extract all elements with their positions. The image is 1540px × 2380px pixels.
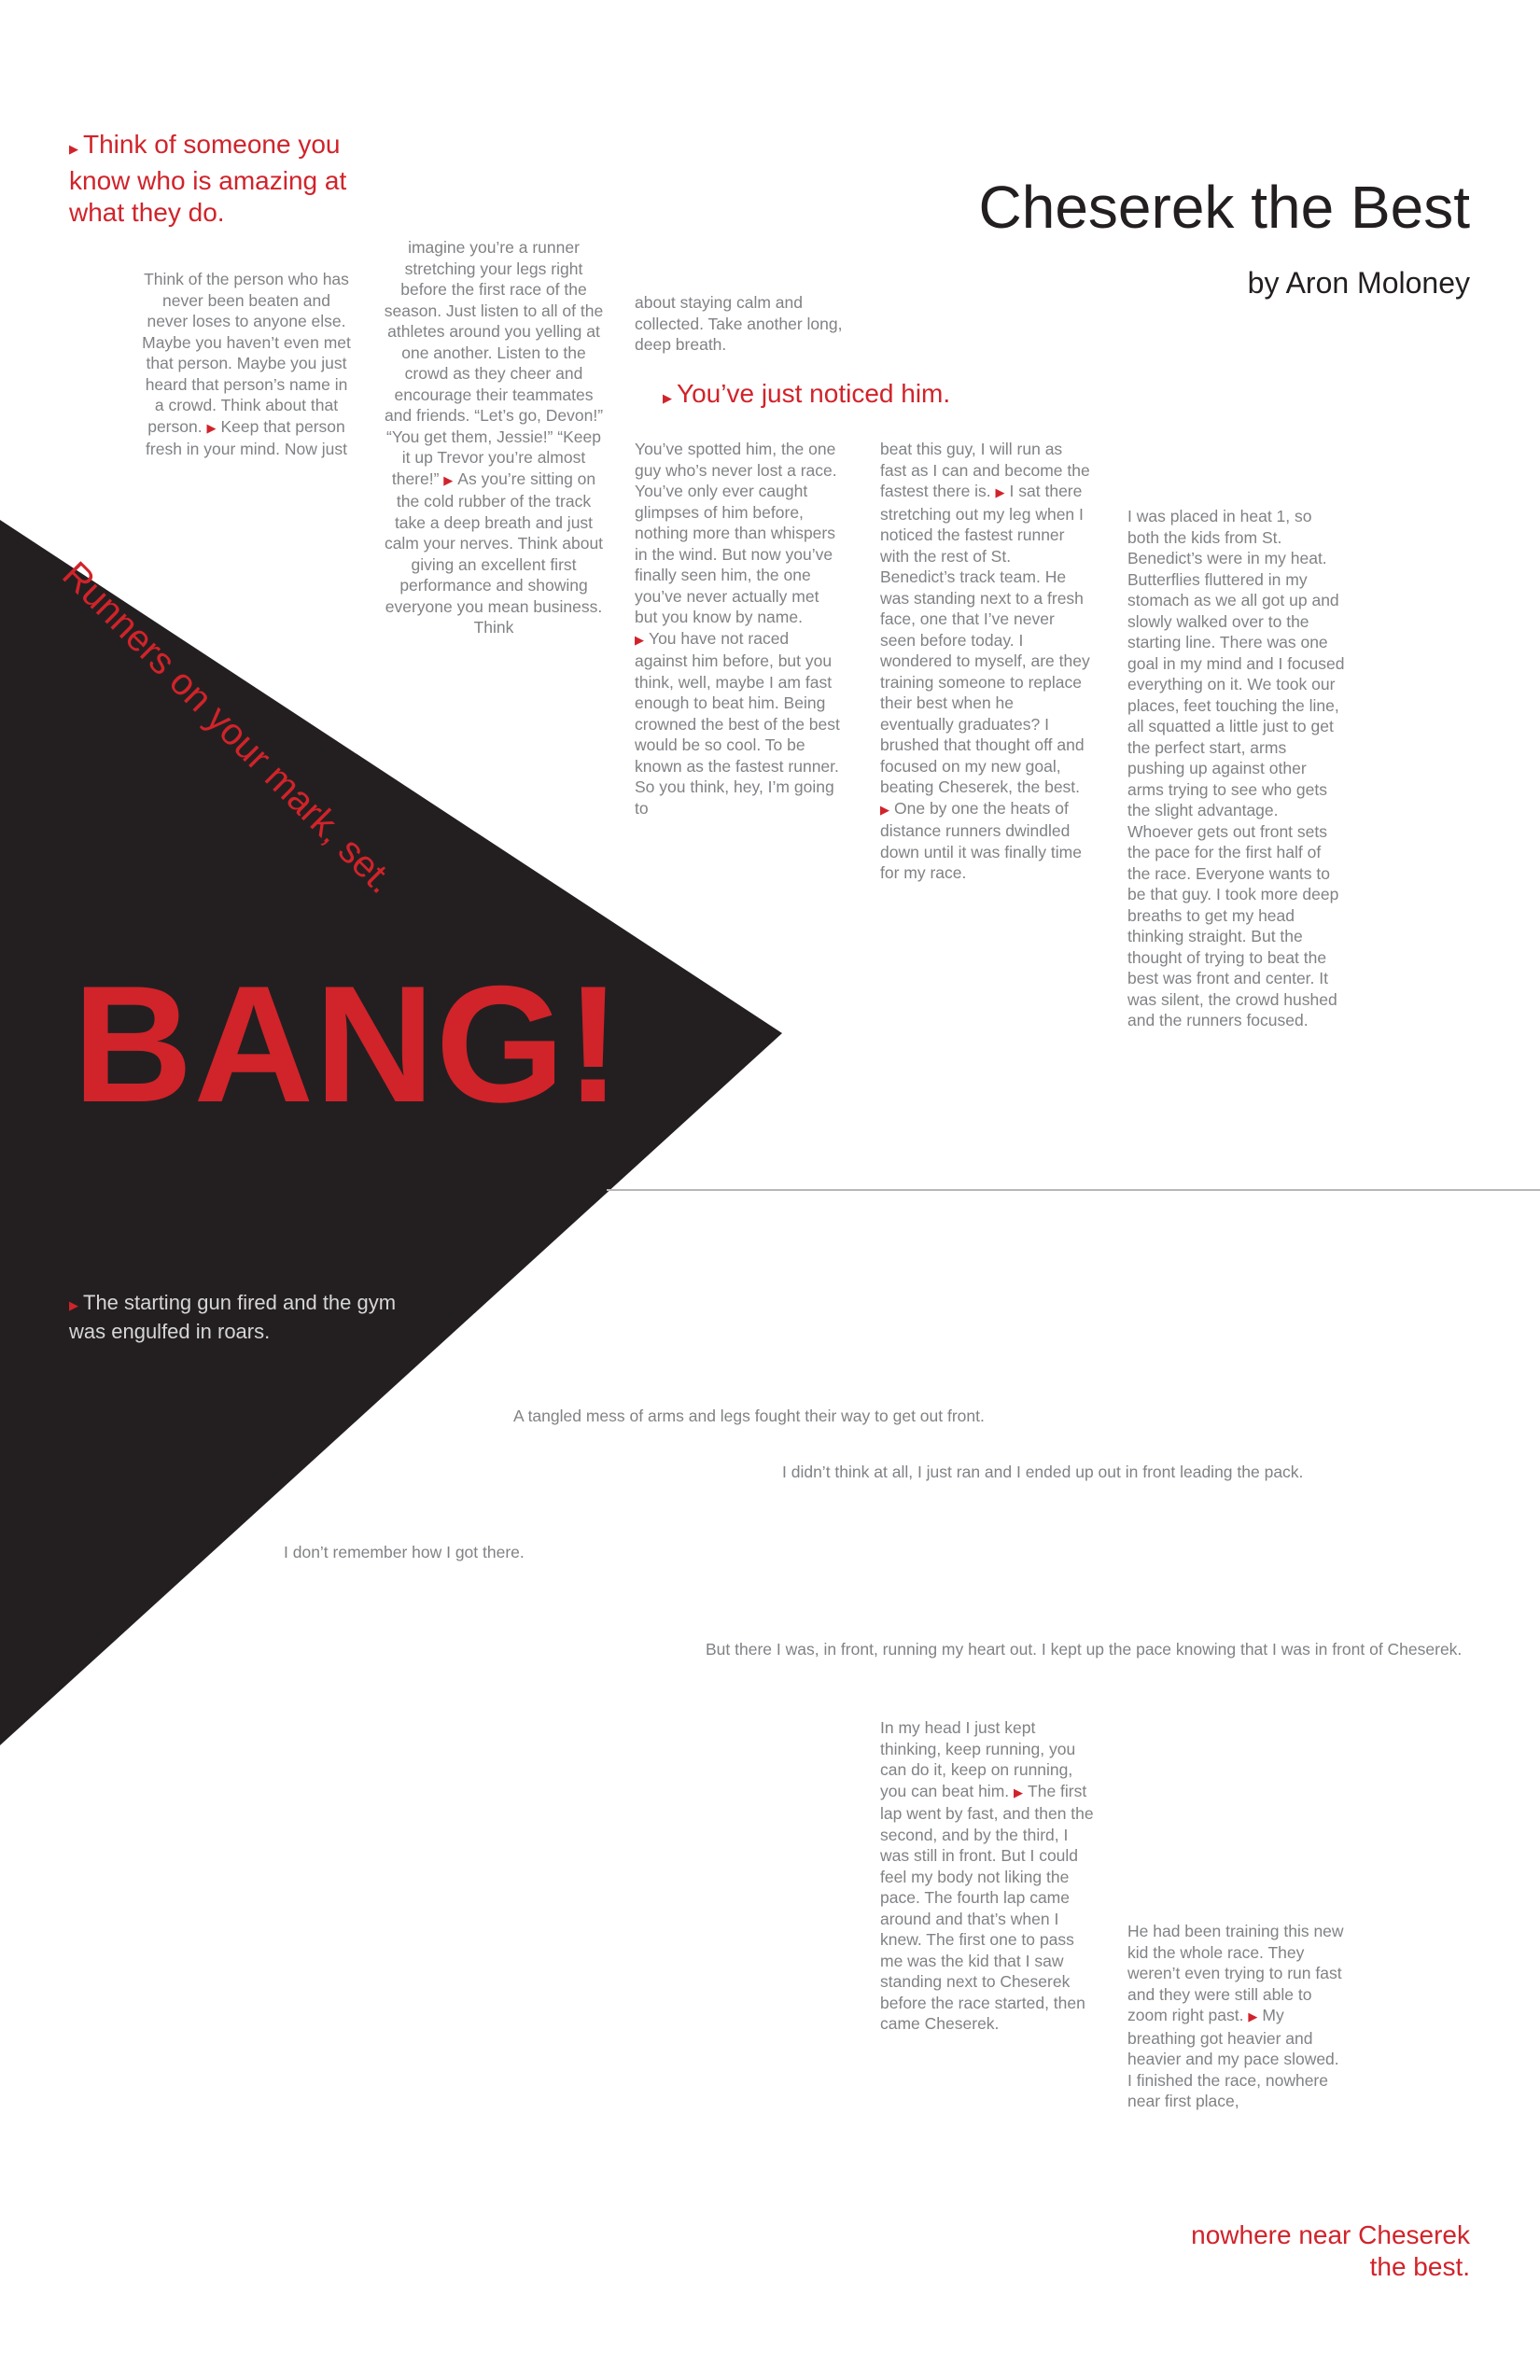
arrow-marker-icon: ▶ [1014,1785,1024,1799]
pull-quote-gun [69,1290,405,1345]
article-byline: by Aron Moloney [1247,266,1470,300]
pull-quote-gun-text: The starting gun fired and the gym was engulfed in roars. [69,1291,397,1343]
bottom-column-b [1127,1921,1347,2112]
arrow-marker-icon: ▶ [880,802,889,817]
column-5: I was placed in heat 1, so both the kids from St. Benedict’s were in my heat. Butterflies fluttered in my stomach as we all got up and slowly walked over to the starting line. There was one goal in my mind and I focused everything on it. We took our places, feet touching the line, all squatted a little just to get the perfect start, arms pushing up against other arms trying to see who gets the slight advantage. Whoever gets out front sets the pace for the first half of the race. Everyone wants to be that guy. I took more deep breaths to get my head thinking straight. But the thought of trying to beat the best was front and center. It was silent, the crowd hushed and the runners focused. [1127,507,1345,1029]
arrow-marker-icon: ▶ [635,632,644,647]
arrow-marker-icon: ▶ [663,391,672,405]
bottom-column-a [880,1717,1099,2035]
pull-quote-noticed-text: You’ve just noticed him. [677,379,951,408]
arrow-marker-icon: ▶ [1248,2009,1258,2023]
story-line-2: I didn’t think at all, I just ran and I ended up out in front leading the pack. [782,1463,1304,1481]
column-3-text-a: You’ve spotted him, the one guy who’s never lost a race. You’ve only ever caught glimpses of him before, nothing more than whispers in the wind. But now you’ve finally seen him, the one you’ve never actually met but you know by name. [635,440,837,626]
bottom-column-b-text-a: He had been training this new kid the whole race. They weren’t even trying to run fast and they were still able to zoom right past. [1127,1922,1344,2024]
column-1 [140,269,353,460]
column-2 [382,237,606,638]
column-3 [635,439,845,819]
column-1-text-b: Keep that person fresh in your mind. Now just [146,416,347,458]
bottom-column-a-text-b: The first lap went by fast, and then the second, and by the third, I was still in front. But I could feel my body not liking the pace. The fourth lap came around and that’s when I knew. The first one to pass me was the kid that I saw standing next to Cheserek before the race started, then came Cheserek. [880,1781,1094,2033]
column-3-text-b: You have not raced against him before, but you think, well, maybe I am fast enough to beat him. Being crowned the best of the best would be so cool. To be known as the fastest runner. So you think, hey, I’m going to [635,628,840,818]
pull-quote-intro [69,129,386,229]
column-4 [880,439,1090,884]
story-line-1: A tangled mess of arms and legs fought their way to get out front. [513,1407,985,1425]
arrow-marker-icon: ▶ [69,142,78,156]
bang-headline: BANG! [73,951,623,1137]
article-title: Cheserek the Best [978,174,1470,241]
column-2-text-b: As you’re sitting on the cold rubber of the track take a deep breath and just calm your nerves. Think about giving an excellent first performance and showing everyone you mean business. Think [384,469,604,637]
column-4-text-b: I sat there stretching out my leg when I noticed the fastest runner with the rest of St. Benedict’s track team. He was standing next to a fresh face, one that I’ve never seen before today. I wondered to myself, are they training someone to replace their best when he eventually graduates? I brushed that thought off and focused on my new goal, beating Cheserek, the best. [880,482,1090,796]
horizontal-divider [607,1189,1540,1191]
story-line-4: But there I was, in front, running my heart out. I kept up the pace knowing that I was in front of Cheserek. [706,1640,1463,1659]
arrow-marker-icon: ▶ [995,485,1005,499]
column-3-top: about staying calm and collected. Take another long, deep breath. [635,293,843,354]
pull-quote-noticed [663,378,1036,414]
column-4-text-a: beat this guy, I will run as fast as I can and become the fastest there is. [880,440,1090,500]
arrow-marker-icon: ▶ [206,420,217,435]
column-2-text-a: imagine you’re a runner stretching your legs right before the first race of the season. Just listen to all of the athletes around you yelling at one another. Listen to the crowd as they cheer and encourage their teammates and friends. “Let’s go, Devon!” “You get them, Jessie!” “Keep it up Trevor you’re almost there!” [384,238,604,488]
column-4-text-c: One by one the heats of distance runners dwindled down until it was finally time for my race. [880,798,1082,882]
diagonal-headline: Runners on your mark, set. [54,553,402,902]
arrow-marker-icon: ▶ [69,1298,78,1312]
column-1-text-a: Think of the person who has never been beaten and never loses to anyone else. Maybe you haven’t even met that person. Maybe you just heard that person’s name in a crowd. Think about that person. [142,270,351,436]
arrow-marker-icon: ▶ [443,472,454,487]
pull-quote-ending: nowhere near Cheserek the best. [1191,2220,1470,2281]
bottom-column-b-text-b: My breathing got heavier and heavier and my pace slowed. I finished the race, nowhere near first place, [1127,2006,1339,2110]
pull-quote-intro-text: Think of someone you know who is amazing at what they do. [69,130,347,227]
bottom-column-a-text-a: In my head I just kept thinking, keep running, you can do it, keep on running, you can beat him. [880,1718,1076,1800]
story-line-3: I don’t remember how I got there. [284,1543,525,1561]
